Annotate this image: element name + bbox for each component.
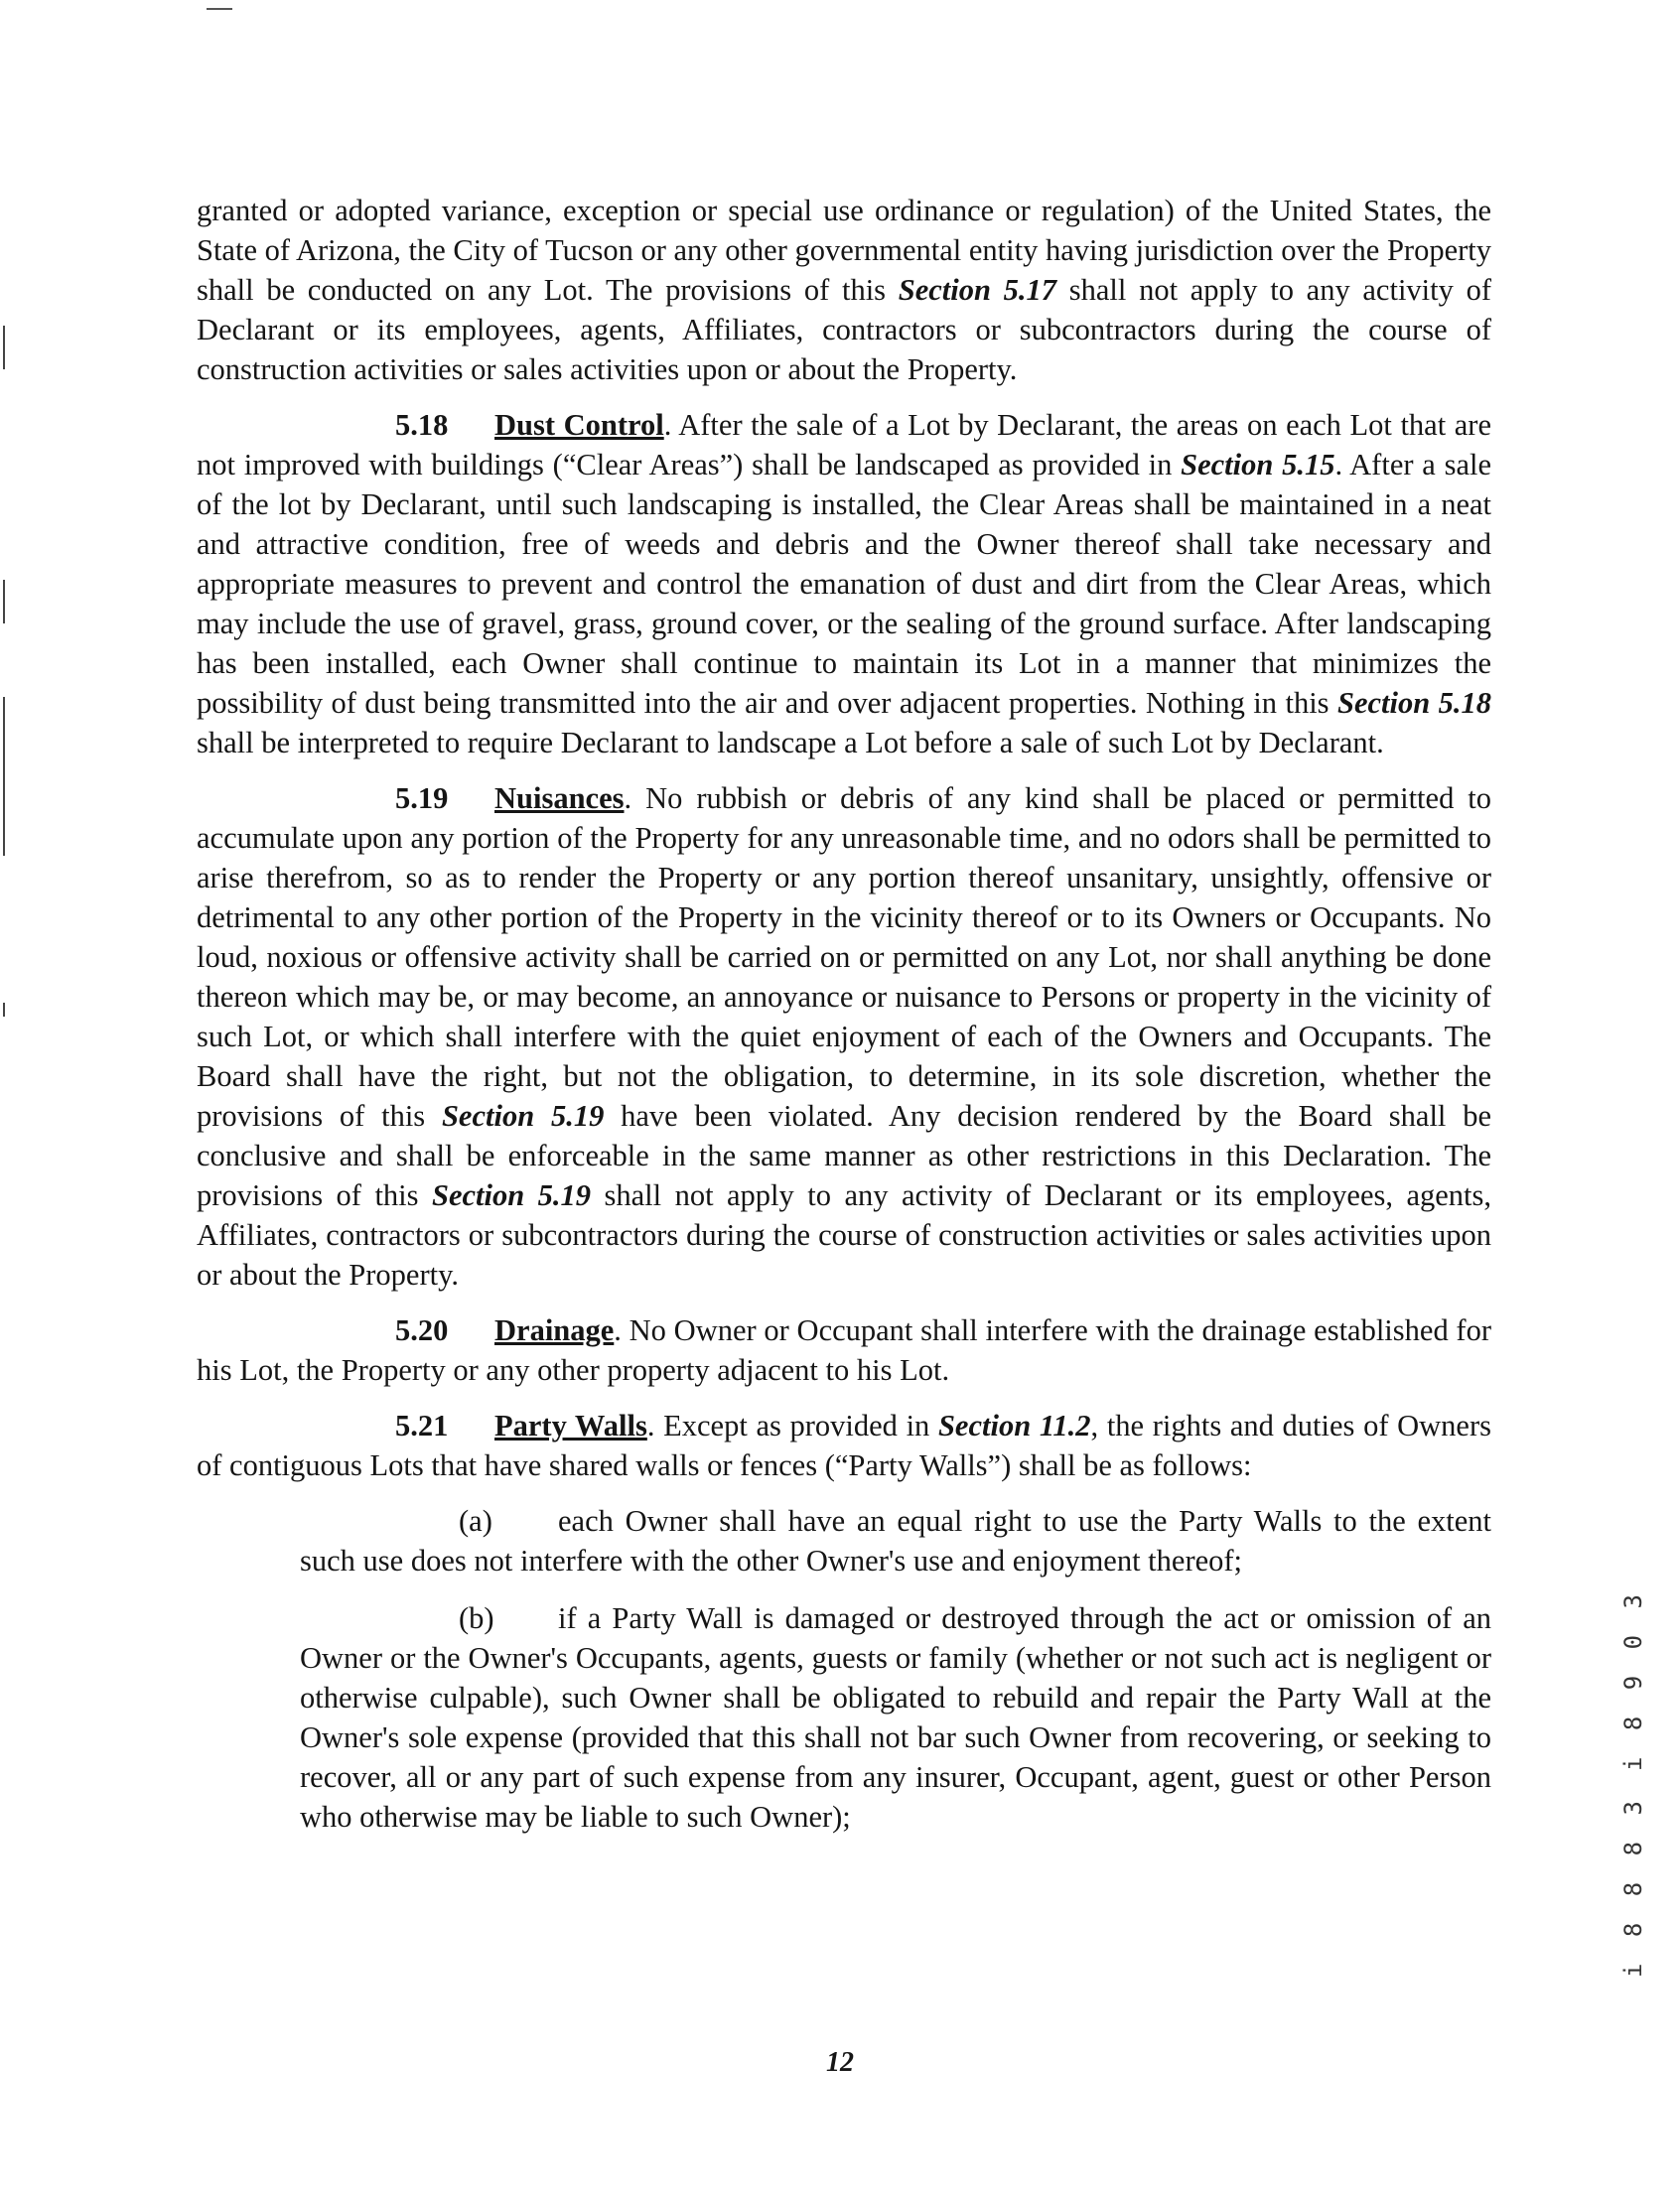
paragraph-text: . After the sale of a Lot by Declarant, the areas on each Lot that are not improved with buildings (“Clear Areas”) shall be landscaped as provided in [197, 408, 1492, 481]
section-number: 5.20 [395, 1313, 449, 1347]
section-reference: Section 11.2 [937, 1409, 1091, 1442]
section-title: Nuisances [494, 781, 625, 815]
list-item-text: if a Party Wall is damaged or destroyed through the act or omission of an Owner or the Owner's Occupants, agents, guests or family (whether or not such act is negligent or otherwise culpable), such Owner shall be obligated to rebuild and repair the Party Wall at the Owner's sole expense (provided that this shall not bar such Owner from recovering, or seeking to recover, all or any part of such expense from any insurer, Occupant, agent, guest or other Person who otherwise may be liable to such Owner); [300, 1601, 1491, 1834]
list-item-b [197, 1598, 1491, 1837]
scan-margin-line [3, 1003, 5, 1017]
margin-stamp-upper: i 8 9 0 3 [1619, 1588, 1647, 1772]
scan-margin-line [3, 580, 5, 623]
section-title: Party Walls [494, 1409, 647, 1442]
section-number: 5.18 [395, 408, 449, 442]
scan-margin-line [3, 697, 5, 856]
paragraph-text: shall not apply to any activity of Declarant or its employees, agents, Affiliates, contractors or subcontractors during the course of construction activities or sales activities upon or about the Property. [197, 273, 1491, 386]
scan-mark [207, 8, 232, 10]
section-5-19 [197, 778, 1491, 1295]
paragraph-text: . Except as provided in [646, 1409, 938, 1442]
section-5-20 [197, 1310, 1491, 1390]
paragraph-text: shall not apply to any activity of Declarant or its employees, agents, Affiliates, contractors or subcontractors during the course of construction activities or sales activities upon or about the Property. [197, 1178, 1491, 1292]
paragraph-text: . No rubbish or debris of any kind shall be placed or permitted to accumulate upon any portion of the Property for any unreasonable time, and no odors shall be permitted to arise therefrom, so as to render the Property or any portion thereof unsanitary, unsightly, offensive or detrimental to any other portion of the Property in the vicinity thereof or to its Owners or Occupants. No loud, noxious or offensive activity shall be carried on or permitted on any Lot, nor shall anything be done thereon which may be, or may become, an annoyance or nuisance to Persons or property in the vicinity of such Lot, or which shall interfere with the quiet enjoyment of each of the Owners and Occupants. The Board shall have the right, but not the obligation, to determine, in its sole discretion, whether the provisions of this [197, 781, 1491, 1133]
paragraph-continuation [197, 191, 1491, 389]
list-item-a [197, 1501, 1491, 1580]
page-number: 12 [826, 2047, 854, 2078]
document-body [197, 191, 1491, 1854]
paragraph-text: have been violated. Any decision rendered by the Board shall be conclusive and shall be enforceable in the same manner as other restrictions in this Declaration. The provisions of this [197, 1099, 1491, 1212]
section-5-18 [197, 405, 1491, 762]
section-reference: Section 5.15 [1181, 448, 1335, 481]
section-5-21 [197, 1406, 1491, 1485]
list-item-label: (b) [459, 1601, 494, 1635]
list-item-label: (a) [459, 1504, 492, 1538]
section-reference: Section 5.19 [431, 1178, 592, 1212]
paragraph-text: shall be interpreted to require Declarant to landscape a Lot before a sale of such Lot by Declarant. [197, 726, 1384, 759]
section-number: 5.21 [395, 1409, 449, 1442]
paragraph-text: granted or adopted variance, exception or special use ordinance or regulation) of the United States, the State of Arizona, the City of Tucson or any other governmental entity having jurisdiction over the Property shall be conducted on any Lot. The provisions of this [197, 194, 1491, 307]
paragraph-text: . No Owner or Occupant shall interfere with the drainage established for his Lot, the Property or any other property adjacent to his Lot. [197, 1313, 1491, 1387]
section-number: 5.19 [395, 781, 449, 815]
section-title: Dust Control [494, 408, 664, 442]
section-reference: Section 5.19 [441, 1099, 605, 1133]
list-item-text: each Owner shall have an equal right to use the Party Walls to the extent such use does not interfere with the other Owner's use and enjoyment thereof; [300, 1504, 1491, 1578]
section-title: Drainage [494, 1313, 615, 1347]
paragraph-text: , the rights and duties of Owners of contiguous Lots that have shared walls or fences (“Party Walls”) shall be as follows: [197, 1409, 1492, 1482]
margin-stamp-lower: i 8 8 8 3 [1619, 1795, 1647, 1979]
section-reference: Section 5.17 [898, 273, 1057, 307]
paragraph-text: . After a sale of the lot by Declarant, until such landscaping is installed, the Clear Areas shall be maintained in a neat and attractive condition, free of weeds and debris and the Owner thereof shall take necessary and appropriate measures to prevent and control the emanation of dust and dirt from the Clear Areas, which may include the use of gravel, grass, ground cover, or the sealing of the ground surface. After landscaping has been installed, each Owner shall continue to maintain its Lot in a manner that minimizes the possibility of dust being transmitted into the air and over adjacent properties. Nothing in this [197, 448, 1491, 720]
section-reference: Section 5.18 [1336, 686, 1491, 720]
scan-margin-line [3, 326, 5, 369]
